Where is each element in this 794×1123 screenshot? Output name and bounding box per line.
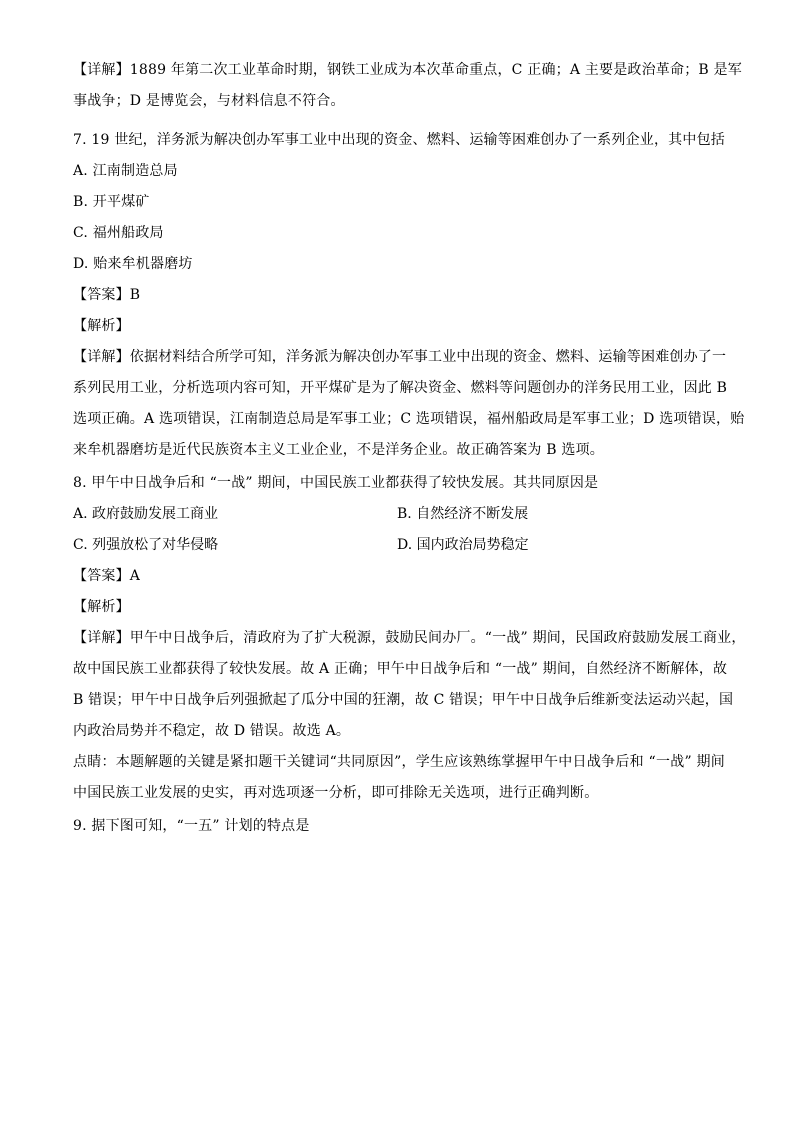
question-8-option-d: D. 国内政治局势稳定 — [397, 537, 529, 553]
question-7-option-c: C. 福州船政局 — [73, 225, 164, 241]
question-7-answer: 【答案】B — [73, 287, 141, 303]
question-8-explain-line-4: 内政治局势并不稳定，故 D 错误。故选 A。 — [73, 723, 351, 739]
question-7-explain-line-2: 系列民用工业，分析选项内容可知，开平煤矿是为了解决资金、燃料等问题创办的洋务民用工业，因此 B — [73, 380, 728, 396]
question-7-explain-line-1: 【详解】依据材料结合所学可知，洋务派为解决创办军事工业中出现的资金、燃料、运输等困难创办了一 — [73, 349, 727, 365]
question-7-stem: 7. 19 世纪，洋务派为解决创办军事工业中出现的资金、燃料、运输等困难创办了一系列企业，其中包括 — [73, 132, 725, 148]
question-7-option-d: D. 贻来牟机器磨坊 — [73, 256, 193, 272]
question-9-stem: 9. 据下图可知，“一五” 计划的特点是 — [73, 818, 310, 834]
prev-explain-line-1: 【详解】1889 年第二次工业革命时期，钢铁工业成为本次革命重点，C 正确；A 主要是政治革命；B 是军 — [73, 62, 742, 78]
question-8-analysis-label: 【解析】 — [73, 599, 130, 615]
question-7-explain-line-4: 来牟机器磨坊是近代民族资本主义工业企业，不是洋务企业。故正确答案为 B 选项。 — [73, 442, 604, 458]
question-8-answer: 【答案】A — [73, 568, 141, 584]
question-8-explain-line-2: 故中国民族工业都获得了较快发展。故 A 正确；甲午中日战争后和 “一战” 期间，自然经济不断解体，故 — [73, 661, 728, 677]
question-8-option-b: B. 自然经济不断发展 — [397, 506, 529, 522]
question-8-option-a: A. 政府鼓励发展工商业 — [73, 506, 219, 522]
question-7-option-a: A. 江南制造总局 — [73, 163, 178, 179]
question-8-note-line-1: 点睛：本题解题的关键是紧扣题干关键词“共同原因”，学生应该熟练掌握甲午中日战争后和 “一战” 期间 — [73, 754, 725, 770]
question-8-explain-line-3: B 错误；甲午中日战争后列强掀起了瓜分中国的狂潮，故 C 错误；甲午中日战争后维新变法运动兴起，国 — [73, 692, 734, 708]
question-8-explain-line-1: 【详解】甲午中日战争后，清政府为了扩大税源，鼓励民间办厂。“一战” 期间，民国政府鼓励发展工商业， — [73, 630, 746, 646]
question-8-stem: 8. 甲午中日战争后和 “一战” 期间，中国民族工业都获得了较快发展。其共同原因是 — [73, 475, 599, 491]
question-7-analysis-label: 【解析】 — [73, 318, 130, 334]
prev-explain-line-2: 事战争；D 是博览会，与材料信息不符合。 — [73, 93, 345, 109]
question-8-note-line-2: 中国民族工业发展的史实，再对选项逐一分析，即可排除无关选项，进行正确判断。 — [73, 785, 599, 801]
question-8-option-c: C. 列强放松了对华侵略 — [73, 537, 219, 553]
question-7-option-b: B. 开平煤矿 — [73, 194, 150, 210]
question-7-explain-line-3: 选项正确。A 选项错误，江南制造总局是军事工业；C 选项错误，福州船政局是军事工业；D 选项错误，贻 — [73, 411, 745, 427]
